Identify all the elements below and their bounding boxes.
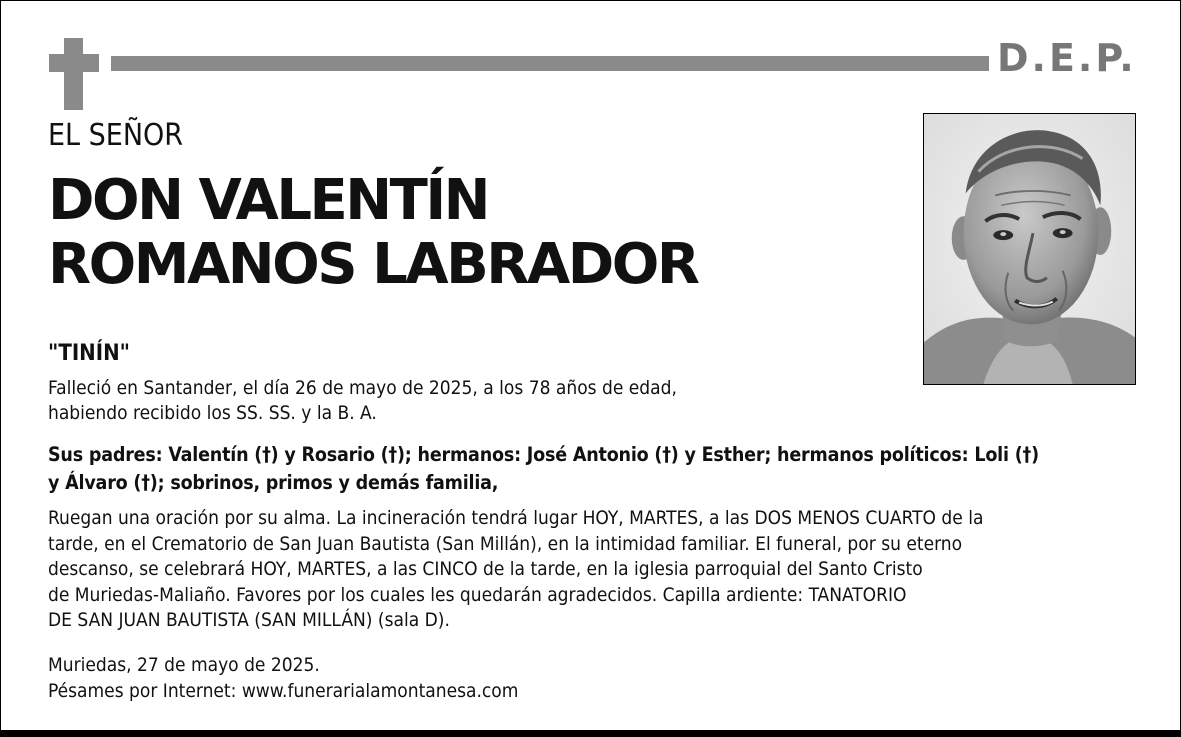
deceased-name [48,169,697,297]
family-line: Sus padres: Valentín (†) y Rosario (†); hermanos: José Antonio (†) y Esther; hermanos políticos: Loli (†) [48,443,1039,466]
bottom-rule [1,730,1180,736]
service-line: DE SAN JUAN BAUTISTA (SAN MILLÁN) (sala D). [48,609,450,631]
header-rule [111,56,989,71]
portrait-photo [923,113,1136,385]
name-line-1: DON VALENTÍN [48,168,489,233]
dep-symbol: D.E.P. [997,36,1137,80]
service-line: descanso, se celebrará HOY, MARTES, a las CINCO de la tarde, en la iglesia parroquial del Santo Cristo [48,558,923,580]
service-line: Ruegan una oración por su alma. La incineración tendrá lugar HOY, MARTES, a las DOS MENOS CUARTO de la [48,507,984,529]
death-notice-line: Falleció en Santander, el día 26 de mayo de 2025, a los 78 años de edad, [48,377,677,399]
honorific: EL SEÑOR [48,118,184,153]
death-notice-line: habiendo recibido los SS. SS. y la B. A. [48,402,377,424]
cross-icon [49,38,99,110]
family-list [48,441,1039,497]
family-line: y Álvaro (†); sobrinos, primos y demás familia, [48,471,499,494]
service-line: tarde, en el Crematorio de San Juan Bautista (San Millán), en la intimidad familiar. El funeral, por su eterno [48,532,963,555]
condolences-website: Pésames por Internet: www.funerarialamontanesa.com [48,680,519,702]
service-line: de Muriedas-Maliaño. Favores por los cuales les quedarán agradecidos. Capilla ardiente: TANATORIO [48,583,907,606]
service-details [48,506,983,634]
place-date: Muriedas, 27 de mayo de 2025. [48,654,320,676]
name-line-2: ROMANOS LABRADOR [48,232,698,297]
death-notice [48,376,677,426]
nickname: "TINÍN" [48,341,130,366]
